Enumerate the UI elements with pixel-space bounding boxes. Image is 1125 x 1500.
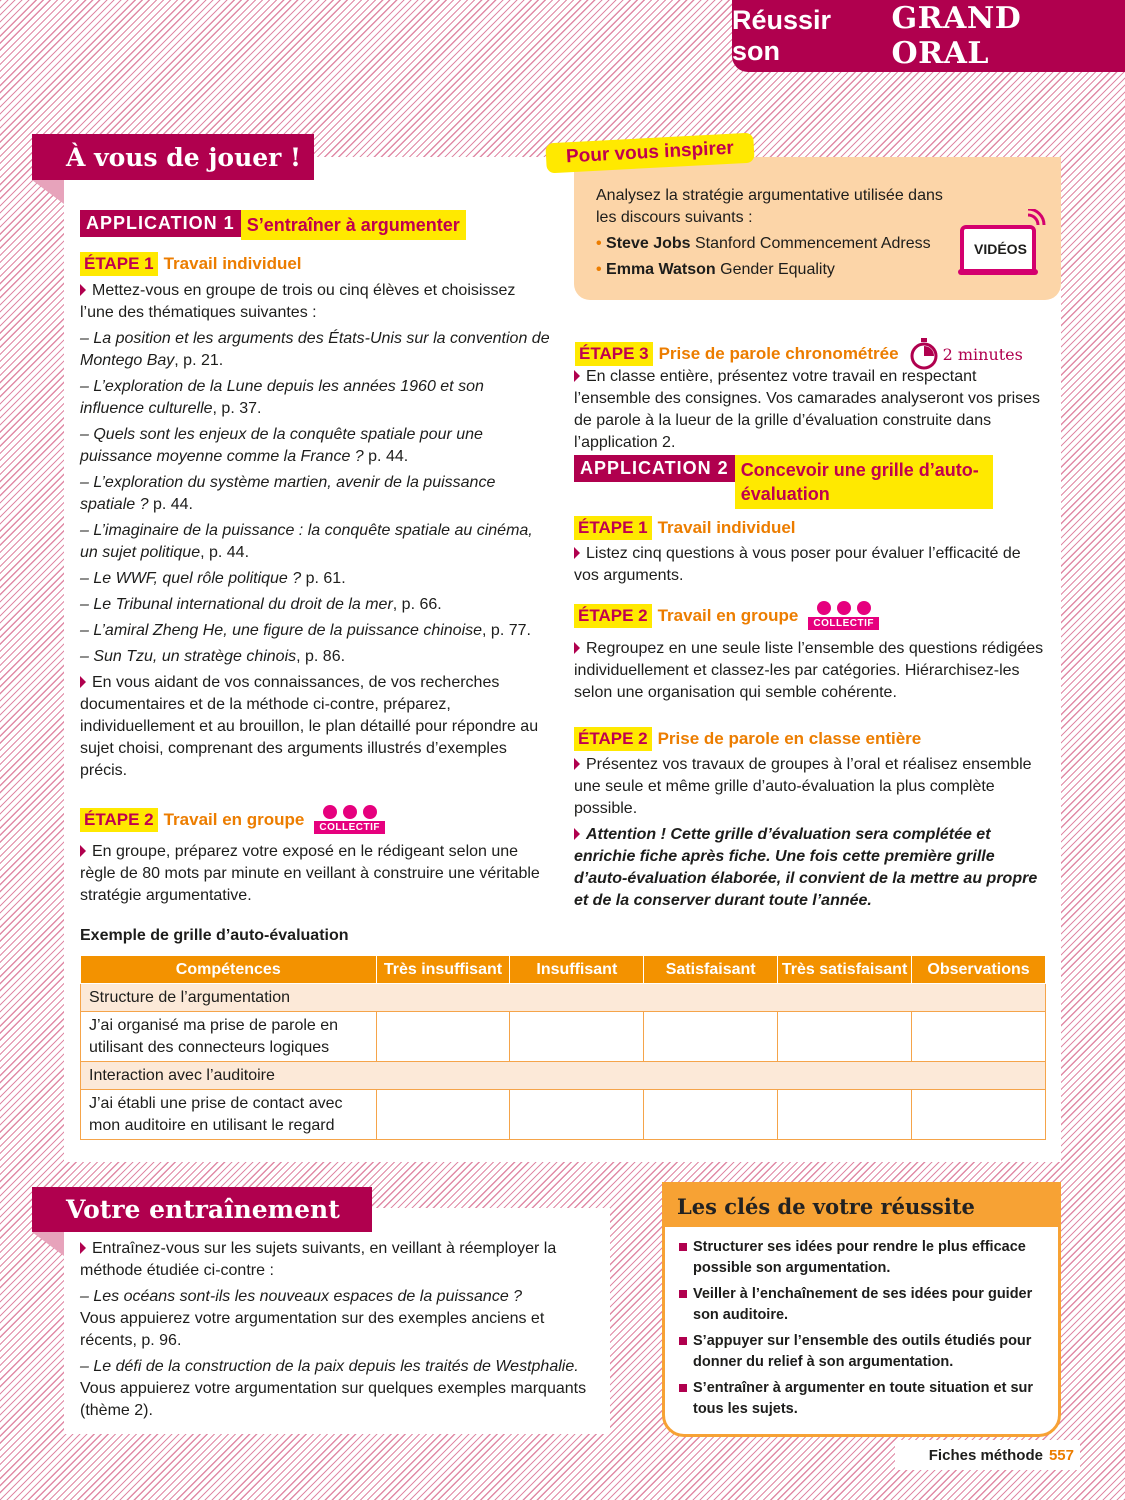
app2-etape2-tag: ÉTAPE 2 <box>574 604 652 628</box>
bullet-arrow-icon <box>574 642 580 654</box>
grid-caption: Exemple de grille d’auto-évaluation <box>80 927 349 944</box>
app2-etape1-body: Listez cinq questions à vous poser pour évaluer l’efficacité de vos arguments. <box>574 545 1021 584</box>
grid-header: Satisfaisant <box>644 956 778 984</box>
inspire-label: Pour vous inspirer <box>545 133 754 174</box>
theme-item: – La position et les arguments des États-Unis sur la convention de Montego Bay, p. 21. <box>80 330 550 369</box>
grid-cell-empty[interactable] <box>778 1090 912 1140</box>
grid-cell-empty[interactable] <box>912 1012 1046 1062</box>
table-row <box>81 1012 1046 1062</box>
app2-etape3-tag: ÉTAPE 2 <box>574 727 652 751</box>
training-body: Entraînez-vous sur les sujets suivants, en veillant à réemployer la méthode étudiée ci-contre : – Les océans sont-ils les nouveaux espaces de la puissance ? Vous appuierez votre argumentation sur des exemples anciens et récents, p. 96. – Le défi de la construction de la paix depuis les traités de Westphalie. Vous appuierez votre argumentation sur quelques exemples marquants (thème 2). <box>80 1238 595 1426</box>
bullet-arrow-icon <box>574 758 580 770</box>
training-title-text: Votre entraînement <box>66 1195 340 1224</box>
training-subject: – Les océans sont-ils les nouveaux espaces de la puissance ? <box>80 1288 523 1305</box>
grid-category: Structure de l’argumentation <box>81 984 1046 1012</box>
bullet-arrow-icon <box>80 845 86 857</box>
grid-header: Observations <box>912 956 1046 984</box>
title-fold <box>32 180 64 204</box>
keys-title: Les clés de votre réussite <box>665 1185 1058 1227</box>
list-item: S’appuyer sur l’ensemble des outils étudiés pour donner du relief à son argumentation. <box>679 1331 1049 1373</box>
bullet-arrow-icon <box>574 370 580 382</box>
theme-item: – Le Tribunal international du droit de la mer, p. 66. <box>80 596 442 613</box>
theme-item: – L’imaginaire de la puissance : la conquête spatiale au cinéma, un sujet politique, p. 44. <box>80 522 533 561</box>
app1-etape1-instruction: En vous aidant de vos connaissances, de vos recherches documentaires et de la méthode ci-contre, préparez, individuellement et au brouillon, le plan détaillé pour répondre au sujet choisi, comprenant des arguments illustrés d’exemples précis. <box>80 674 539 779</box>
app1-etape2-label: Travail en groupe <box>163 809 305 829</box>
grid-cell-empty[interactable] <box>644 1012 778 1062</box>
app1-etape2-body: En groupe, préparez votre exposé en le rédigeant selon une règle de 80 mots par minute en veillant à construire une véritable stratégie argumentative. <box>80 843 540 904</box>
etape3-label: Prise de parole chronométrée <box>658 344 899 363</box>
grid-header: Très satisfaisant <box>778 956 912 984</box>
list-item: Veiller à l’enchaînement de ses idées pour guider son auditoire. <box>679 1284 1049 1326</box>
page-title <box>32 134 314 180</box>
page-title-text: À vous de jouer ! <box>66 142 301 172</box>
bullet-arrow-icon <box>80 676 86 688</box>
inspire-box <box>574 157 1061 300</box>
theme-item: – Sun Tzu, un stratège chinois, p. 86. <box>80 648 346 665</box>
bullet-arrow-icon <box>80 1242 86 1254</box>
grid-header: Compétences <box>81 956 377 984</box>
app2-etape3-body: Présentez vos travaux de groupes à l’oral et réalisez ensemble une seule et même grille d’auto-évaluation la plus complète possible. Attention ! Cette grille d’évaluation sera complétée et enrichie fiche après fiche. Une fois cette première grille d’auto-évaluation élaborée, il convient de la mettre au propre et de la conserver durant toute l’année. <box>574 756 1038 909</box>
grid-cell-empty[interactable] <box>912 1090 1046 1140</box>
app2-etape2-heading <box>574 601 879 630</box>
inspire-item-title: Stanford Commencement Adress <box>694 235 931 252</box>
header-prefix: Réussir son <box>732 5 832 66</box>
app1-etape2-tag: ÉTAPE 2 <box>80 808 158 832</box>
etape3-body: En classe entière, présentez votre travail en respectant l’ensemble des consignes. Vos camarades analyseront vos prises de parole à la lueur de la grille d’évaluation construite dans l’application 2. <box>574 368 1041 451</box>
keys-list <box>679 1237 1049 1425</box>
app2-etape1-heading <box>574 516 796 540</box>
grid-category: Interaction avec l’auditoire <box>81 1062 1046 1090</box>
grid-category-row <box>81 1062 1046 1090</box>
collectif-group-icon <box>314 805 385 834</box>
app1-etape1-intro: Mettez-vous en groupe de trois ou cinq élèves et choisissez l’une des thématiques suivantes : <box>80 282 516 321</box>
training-title <box>32 1187 372 1232</box>
list-item: S’entraîner à argumenter en toute situation et sur tous les sujets. <box>679 1378 1049 1420</box>
collectif-group-icon <box>808 601 879 630</box>
application-1-title: S’entraîner à argumenter <box>241 210 466 240</box>
collectif-badge: COLLECTIF <box>808 617 879 630</box>
training-subject: – Le défi de la construction de la paix depuis les traités de Westphalie. <box>80 1358 579 1375</box>
inspire-item-name: Emma Watson <box>606 261 716 278</box>
grid-criterion: J’ai organisé ma prise de parole en utilisant des connecteurs logiques <box>81 1012 377 1062</box>
theme-item: – Quels sont les enjeux de la conquête spatiale pour une puissance moyenne comme la France ? p. 44. <box>80 426 483 465</box>
grid-criterion: J’ai établi une prise de contact avec mon auditoire en utilisant le regard <box>81 1090 377 1140</box>
list-item: Structurer ses idées pour rendre le plus efficace possible son argumentation. <box>679 1237 1049 1279</box>
training-title-fold <box>32 1232 64 1256</box>
theme-item: – L’amiral Zheng He, une figure de la puissance chinoise, p. 77. <box>80 622 531 639</box>
table-row <box>81 1090 1046 1140</box>
application-1-heading <box>80 210 466 240</box>
footer-label: Fiches méthode <box>928 1446 1043 1464</box>
collectif-badge: COLLECTIF <box>314 821 385 834</box>
video-label: VIDÉOS <box>974 241 1027 257</box>
video-icon[interactable] <box>958 209 1048 277</box>
app1-etape1-tag: ÉTAPE 1 <box>80 252 158 276</box>
bullet-arrow-icon <box>574 828 580 840</box>
app1-etape1-body <box>80 280 550 786</box>
bullet-arrow-icon <box>574 547 580 559</box>
inspire-item-name: Steve Jobs <box>606 235 691 252</box>
theme-item: – L’exploration du système martien, avenir de la puissance spatiale ? p. 44. <box>80 474 496 513</box>
etape3-duration: 2 minutes <box>942 344 1023 364</box>
theme-item: – L’exploration de la Lune depuis les années 1960 et son influence culturelle, p. 37. <box>80 378 484 417</box>
grid-category-row <box>81 984 1046 1012</box>
grid-cell-empty[interactable] <box>376 1012 510 1062</box>
inspire-text: Analysez la stratégie argumentative utilisée dans les discours suivants : • Steve Jobs Stanford Commencement Adress • Emma Watson Gender Equality <box>596 187 943 278</box>
grid-cell-empty[interactable] <box>644 1090 778 1140</box>
application-2-label: APPLICATION 2 <box>574 455 735 482</box>
app1-etape1-heading <box>80 252 302 276</box>
grid-cell-empty[interactable] <box>510 1012 644 1062</box>
grid-cell-empty[interactable] <box>778 1012 912 1062</box>
app2-etape3-heading <box>574 727 921 751</box>
app2-etape2-label: Travail en groupe <box>657 605 799 625</box>
application-1-label: APPLICATION 1 <box>80 210 241 237</box>
app1-etape1-label: Travail individuel <box>163 254 302 273</box>
inspire-item-title: Gender Equality <box>720 261 835 278</box>
grid-header: Très insuffisant <box>376 956 510 984</box>
application-2-title: Concevoir une grille d’auto-évaluation <box>735 455 993 509</box>
etape3-tag: ÉTAPE 3 <box>575 342 653 366</box>
keys-box <box>662 1182 1061 1437</box>
app2-etape1-label: Travail individuel <box>657 518 796 537</box>
header-title: GRAND ORAL <box>891 1 1022 71</box>
bullet-arrow-icon <box>80 284 86 296</box>
app2-etape3-label: Prise de parole en classe entière <box>657 729 922 748</box>
app2-etape2-body: Regroupez en une seule liste l’ensemble des questions rédigées individuellement et classez-les par catégories. Hiérarchisez-les selon une organisation qui semble cohérente. <box>574 640 1044 701</box>
app1-etape2-heading <box>80 805 385 834</box>
grid-header-row <box>81 956 1046 984</box>
application-2-heading <box>574 455 993 509</box>
app2-etape1-tag: ÉTAPE 1 <box>574 516 652 540</box>
header-tab <box>732 0 1125 72</box>
grid-cell-empty[interactable] <box>376 1090 510 1140</box>
grid-header: Insuffisant <box>510 956 644 984</box>
theme-item: – Le WWF, quel rôle politique ? p. 61. <box>80 570 346 587</box>
page-number: 557 <box>1048 1446 1074 1464</box>
grid-cell-empty[interactable] <box>510 1090 644 1140</box>
page-footer <box>895 1440 1080 1470</box>
evaluation-grid <box>80 955 1046 1140</box>
